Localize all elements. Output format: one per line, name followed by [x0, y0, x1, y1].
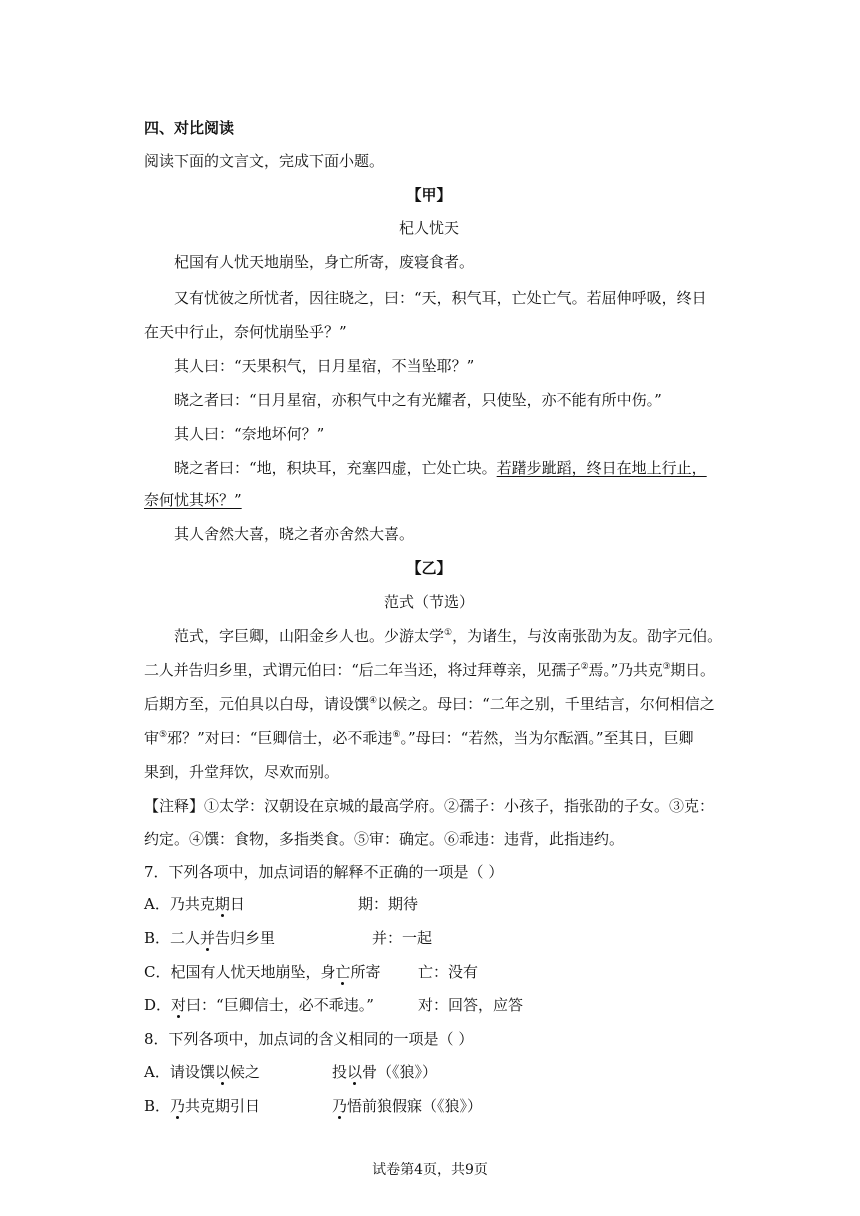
page-footer: 试卷第4页，共9页 — [372, 1162, 488, 1178]
passage-yi-line — [174, 626, 744, 646]
note-mark: ③ — [662, 662, 671, 672]
passage-jia-paragraph: 其人曰：“天果积气，日月星宿，不当坠耶？” — [174, 357, 475, 375]
note-mark: ① — [444, 628, 453, 638]
annotation-line: 【注释】①太学：汉朝设在京城的最高学府。②孺子：小孩子，指张劭的子女。③克： — [144, 797, 715, 815]
option-text: 共克期引日 — [185, 1097, 261, 1115]
option-text: D． — [144, 996, 172, 1014]
question-7-option-d-explanation: 对：回答，应答 — [418, 996, 524, 1014]
text: 二人并告归乡里，式谓元伯曰：“后二年当还，将过拜尊亲，见孺子 — [144, 661, 581, 679]
question-7-option-c-explanation: 亡：没有 — [418, 963, 479, 981]
note-mark: ⑤ — [159, 730, 168, 740]
section-title: 四、对比阅读 — [144, 119, 235, 137]
passage-yi-line — [144, 694, 714, 714]
note-mark: ⑥ — [392, 730, 401, 740]
text: 范式，字巨卿，山阳金乡人也。少游太学 — [174, 627, 445, 645]
passage-jia-paragraph — [174, 458, 744, 478]
passage-jia-paragraph — [144, 490, 714, 510]
option-text: B． — [144, 1097, 171, 1115]
dotted-word: 乃 — [170, 1097, 186, 1115]
passage-yi-label: 【乙】 — [406, 559, 452, 577]
option-text: A．乃共克 — [144, 895, 215, 913]
passage-jia-paragraph: 在天中行止，奈何忧崩坠乎？” — [144, 323, 347, 341]
passage-jia-paragraph: 晓之者曰：“日月星宿，亦积气中之有光耀者，只使坠，亦不能有所中伤。” — [174, 391, 662, 409]
dotted-word: 亡 — [335, 963, 351, 981]
text: ，为诸生，与汝南张劭为友。劭字元伯。 — [452, 627, 723, 645]
question-8-option-a-compare — [332, 1062, 437, 1082]
dotted-word: 期 — [214, 895, 230, 913]
option-text: 所寄 — [350, 963, 381, 981]
passage-yi-line — [144, 728, 714, 748]
text: 期日。 — [670, 661, 715, 679]
dotted-word: 以 — [347, 1063, 363, 1081]
passage-jia-paragraph: 其人舍然大喜，晓之者亦舍然大喜。 — [174, 525, 415, 543]
text: 以候之。母曰：“二年之别，千里结言，尔何相信之 — [377, 695, 715, 713]
underlined-sentence: 若躇步跐蹈，终日在地上行止， — [496, 459, 707, 477]
passage-yi-line: 果到，升堂拜饮，尽欢而别。 — [144, 763, 340, 781]
option-text: 投 — [332, 1063, 348, 1081]
option-text: 候之 — [229, 1063, 260, 1081]
passage-jia-label: 【甲】 — [406, 186, 452, 204]
option-text: A．请设馔 — [144, 1063, 215, 1081]
dotted-word: 并 — [200, 929, 216, 947]
question-8-stem: 8．下列各项中，加点词的含义相同的一项是（ ） — [144, 1030, 474, 1048]
dotted-word: 对 — [171, 996, 187, 1014]
option-text: 曰：“巨卿信士，必不乖违。” — [186, 996, 374, 1014]
option-text: B．二人 — [144, 929, 201, 947]
option-text: C．杞国有人忧天地崩坠，身 — [144, 963, 336, 981]
passage-yi-line — [144, 660, 714, 680]
option-text: 悟前狼假寐（《狼》） — [347, 1097, 483, 1115]
dotted-word: 乃 — [332, 1097, 348, 1115]
instruction: 阅读下面的文言文，完成下面小题。 — [144, 152, 385, 170]
text: 邪？”对曰：“巨卿信士，必不乖违 — [167, 729, 393, 747]
text: 审 — [144, 729, 160, 747]
option-text: 日 — [229, 895, 245, 913]
option-text: 告归乡里 — [215, 929, 276, 947]
note-mark: ④ — [369, 696, 378, 706]
question-7-option-b-explanation: 并：一起 — [372, 929, 433, 947]
passage-jia-paragraph: 杞国有人忧天地崩坠，身亡所寄，废寝食者。 — [174, 253, 475, 271]
text: 。”母曰：“若然，当为尔酝酒。”至其日，巨卿 — [400, 729, 694, 747]
annotation-line: 约定。④馔：食物，多指类食。⑤审：确定。⑥乖违：违背，此指违约。 — [144, 830, 625, 848]
text: 焉。”乃共克 — [588, 661, 663, 679]
passage-jia-paragraph: 又有忧彼之所忧者，因往晓之，曰：“天，积气耳，亡处亡气。若屈伸呼吸，终日 — [174, 289, 707, 307]
underlined-sentence: 奈何忧其坏？” — [144, 491, 242, 509]
passage-yi-title: 范式（节选） — [383, 593, 474, 611]
passage-jia-title: 杞人忧天 — [398, 219, 459, 237]
passage-jia-paragraph: 其人曰：“奈地坏何？” — [174, 425, 325, 443]
question-7-option-a-explanation: 期：期待 — [358, 895, 419, 913]
text-plain: 晓之者曰：“地，积块耳，充塞四虚，亡处亡块。 — [174, 459, 497, 477]
option-text: 骨（《狼》） — [362, 1063, 438, 1081]
note-mark: ② — [580, 662, 589, 672]
text: 后期方至，元伯具以白母，请设馔 — [144, 695, 370, 713]
question-7-stem: 7．下列各项中，加点词语的解释不正确的一项是（ ） — [144, 863, 504, 881]
dotted-word: 以 — [214, 1063, 230, 1081]
question-7-option-a — [144, 894, 714, 914]
question-8-option-b-compare — [332, 1096, 482, 1116]
